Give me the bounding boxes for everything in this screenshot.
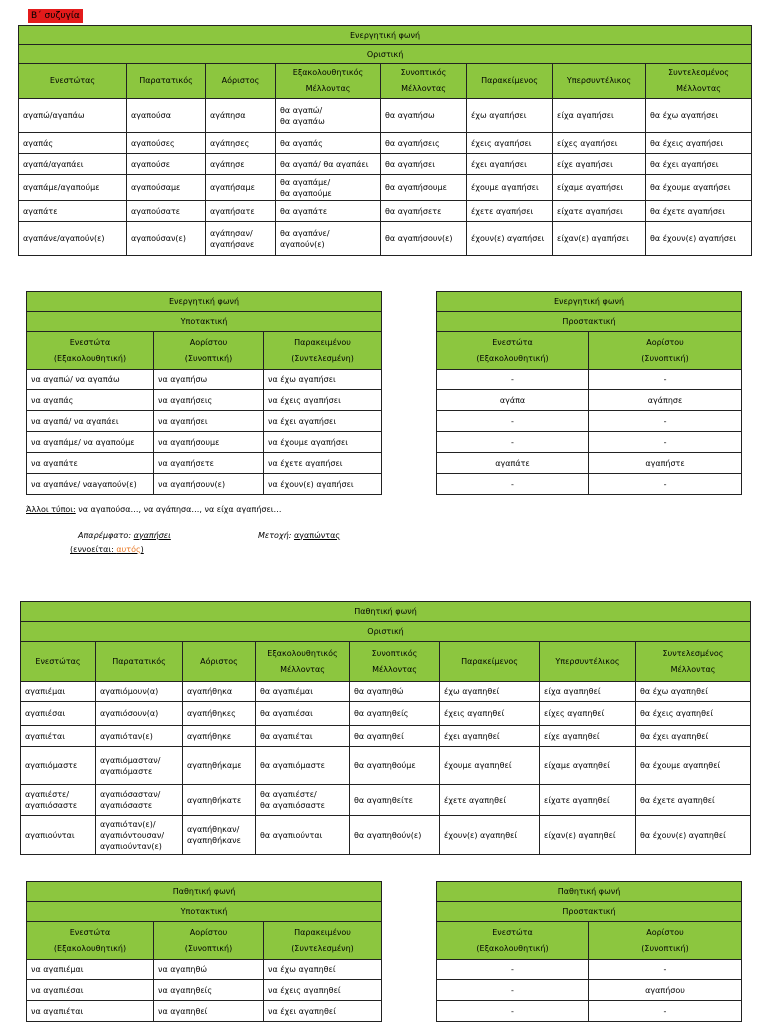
participle-value: αγαπώντας [293,531,341,540]
table-cell: να έχουμε αγαπήσει [264,432,382,453]
voice-title: Ενεργητική φωνή [437,292,742,312]
table-cell: έχουν(ε) αγαπηθεί [440,816,540,855]
table-cell: θα αγαπήσεις [381,133,467,154]
table-cell: - [589,411,742,432]
table-cell: θα αγαπηθώ [350,682,440,702]
table-cell: έχεις αγαπήσει [467,133,553,154]
table-cell: θα αγαπηθούν(ε) [350,816,440,855]
infinitive-note [78,531,171,540]
table-cell: να έχω αγαπήσει [264,370,382,390]
table-cell: θα έχω αγαπηθεί [636,682,751,702]
table-cell: θα έχεις αγαπήσει [646,133,752,154]
table-cell: θα αγαπάμε/ θα αγαπούμε [276,175,381,201]
column-header: Ενεστώτα (Εξακολουθητική) [437,922,589,960]
table-cell: αγαπηθήκατε [183,785,256,816]
table-cell: - [437,411,589,432]
implied-close: ) [140,545,144,554]
table-row [437,980,742,1001]
table-cell: έχω αγαπήσει [467,99,553,133]
voice-title: Ενεργητική φωνή [27,292,382,312]
table-row [21,682,751,702]
mood-title: Οριστική [21,622,751,642]
table-cell: αγαπάς [19,133,127,154]
table-cell: έχουμε αγαπηθεί [440,747,540,785]
table-cell: αγαπήθηκε [183,726,256,747]
table-cell: αγαπάνε/αγαπούν(ε) [19,222,127,256]
column-header: Παρακειμένου (Συντελεσμένη) [264,922,382,960]
table-cell: αγάπησαν/ αγαπήσανε [206,222,276,256]
table-cell: θα αγαπάς [276,133,381,154]
column-header: Αορίστου (Συνοπτική) [589,922,742,960]
table-cell: έχεις αγαπηθεί [440,702,540,726]
table-cell: θα έχετε αγαπηθεί [636,785,751,816]
table-cell: θα έχει αγαπηθεί [636,726,751,747]
table-cell: είχαμε αγαπήσει [553,175,646,201]
table-cell: είχατε αγαπηθεί [540,785,636,816]
table-row [437,960,742,980]
table-cell: να αγαπιέται [27,1001,154,1022]
table-cell: είχα αγαπηθεί [540,682,636,702]
column-header: Ενεστώτας [19,64,127,99]
column-header: Αορίστου (Συνοπτική) [154,332,264,370]
table-cell: αγαπηθήκαμε [183,747,256,785]
table-cell: να αγαπάμε/ να αγαπούμε [27,432,154,453]
table-cell: έχουμε αγαπήσει [467,175,553,201]
table-cell: είχαμε αγαπηθεί [540,747,636,785]
passive-subjunctive-table [26,881,382,1022]
column-header: Συνοπτικός Μέλλοντας [350,642,440,682]
table-cell: - [589,474,742,495]
column-header: Ενεστώτας [21,642,96,682]
column-header: Αορίστου (Συνοπτική) [154,922,264,960]
table-cell: θα αγαπήσω [381,99,467,133]
table-cell: αγαπιόσασταν/ αγαπιόσαστε [96,785,183,816]
table-cell: θα αγαπηθείτε [350,785,440,816]
table-cell: να αγαπήσουν(ε) [154,474,264,495]
table-row [437,370,742,390]
table-cell: έχει αγαπηθεί [440,726,540,747]
table-row [27,432,382,453]
table-cell: έχετε αγαπήσει [467,201,553,222]
table-row [21,726,751,747]
table-cell: - [589,960,742,980]
table-cell: αγαπάμε/αγαπούμε [19,175,127,201]
table-cell: να αγαπήσω [154,370,264,390]
table-cell: - [589,1001,742,1022]
table-row [27,453,382,474]
table-cell: είχες αγαπηθεί [540,702,636,726]
table-cell: έχουν(ε) αγαπήσει [467,222,553,256]
table-row [27,1001,382,1022]
table-cell: είχε αγαπηθεί [540,726,636,747]
table-cell: θα αγαπιούνται [256,816,350,855]
table-cell: θα αγαπηθούμε [350,747,440,785]
column-header: Ενεστώτα (Εξακολουθητική) [437,332,589,370]
mood-title: Προστακτική [437,902,742,922]
column-header: Συντελεσμένος Μέλλοντας [636,642,751,682]
column-header: Παρατατικός [96,642,183,682]
conjugation-tag: Β΄ συζυγία [28,9,83,23]
table-cell: αγαπιόταν(ε) [96,726,183,747]
active-imperative-table [436,291,742,495]
passive-imperative-table [436,881,742,1022]
table-cell: αγάπησες [206,133,276,154]
table-cell: αγαπιέμαι [21,682,96,702]
mood-title: Υποτακτική [27,312,382,332]
table-cell: θα αγαπιόμαστε [256,747,350,785]
table-cell: είχαν(ε) αγαπηθεί [540,816,636,855]
table-cell: αγάπα [437,390,589,411]
table-row [27,960,382,980]
table-cell: αγαπήθηκαν/ αγαπηθήκανε [183,816,256,855]
table-row [437,474,742,495]
table-cell: έχει αγαπήσει [467,154,553,175]
table-cell: θα αγαπήσετε [381,201,467,222]
other-forms-text: να αγαπούσα…, να αγάπησα…, να είχα αγαπήσει… [75,505,282,514]
table-cell: αγαπήσου [589,980,742,1001]
column-header: Ενεστώτα (Εξακολουθητική) [27,332,154,370]
column-header: Παρακειμένου (Συντελεσμένη) [264,332,382,370]
table-cell: θα αγαπήσουν(ε) [381,222,467,256]
table-cell: θα αγαπάνε/ αγαπούν(ε) [276,222,381,256]
table-cell: αγαπιέσαι [21,702,96,726]
table-row [19,154,752,175]
table-cell: θα αγαπιέσαι [256,702,350,726]
table-cell: να αγαπηθείς [154,980,264,1001]
table-cell: θα έχουμε αγαπηθεί [636,747,751,785]
table-cell: - [437,432,589,453]
table-cell: να αγαπάς [27,390,154,411]
table-row [27,370,382,390]
table-cell: αγαπήθηκες [183,702,256,726]
table-cell: θα έχουν(ε) αγαπηθεί [636,816,751,855]
table-cell: θα αγαπιέμαι [256,682,350,702]
table-cell: - [437,370,589,390]
table-cell: - [437,1001,589,1022]
table-cell: θα έχουμε αγαπήσει [646,175,752,201]
table-cell: θα έχουν(ε) αγαπήσει [646,222,752,256]
participle-label: Μετοχή: [258,531,294,540]
table-cell: είχες αγαπήσει [553,133,646,154]
table-cell: θα έχεις αγαπηθεί [636,702,751,726]
other-forms-note [26,505,282,514]
table-cell: να αγαπάτε [27,453,154,474]
table-cell: θα αγαπώ/ θα αγαπάω [276,99,381,133]
table-cell: αγάπησε [206,154,276,175]
table-cell: θα αγαπά/ θα αγαπάει [276,154,381,175]
table-cell: να αγαπήσεις [154,390,264,411]
table-cell: είχε αγαπήσει [553,154,646,175]
column-header: Συντελεσμένος Μέλλοντας [646,64,752,99]
table-row [21,816,751,855]
table-cell: αγαπιόμαστε [21,747,96,785]
mood-title: Υποτακτική [27,902,382,922]
table-cell: να έχετε αγαπήσει [264,453,382,474]
table-row [27,411,382,432]
table-cell: να αγαπιέσαι [27,980,154,1001]
voice-title: Παθητική φωνή [27,882,382,902]
table-cell: να έχει αγαπηθεί [264,1001,382,1022]
table-cell: θα αγαπηθείς [350,702,440,726]
table-row [21,785,751,816]
table-cell: να αγαπάνε/ ναaγαπούν(ε) [27,474,154,495]
table-cell: θα αγαπάτε [276,201,381,222]
table-cell: να έχω αγαπηθεί [264,960,382,980]
table-row [27,980,382,1001]
table-cell: να αγαπηθώ [154,960,264,980]
table-cell: - [437,474,589,495]
table-cell: αγαπιέστε/ αγαπιόσαστε [21,785,96,816]
table-row [437,390,742,411]
table-cell: να αγαπώ/ να αγαπάω [27,370,154,390]
table-cell: αγαπάτε [437,453,589,474]
table-cell: θα αγαπιέστε/ θα αγαπιόσαστε [256,785,350,816]
table-cell: είχαν(ε) αγαπήσει [553,222,646,256]
column-header: Αορίστου (Συνοπτική) [589,332,742,370]
active-subjunctive-table [26,291,382,495]
column-header: Ενεστώτα (Εξακολουθητική) [27,922,154,960]
table-cell: αγαπούσαμε [127,175,206,201]
mood-title: Οριστική [19,45,752,64]
column-header: Παρακείμενος [440,642,540,682]
implied-subject-value: αυτός [116,545,141,554]
table-cell: αγαπάτε [19,201,127,222]
participle-note [258,531,340,540]
table-cell: αγαπούσες [127,133,206,154]
voice-title: Παθητική φωνή [437,882,742,902]
table-cell: αγαπιέται [21,726,96,747]
passive-indicative-table [20,601,751,855]
table-cell: να έχουν(ε) αγαπήσει [264,474,382,495]
table-cell: να έχεις αγαπήσει [264,390,382,411]
table-row [19,222,752,256]
table-row [437,432,742,453]
table-cell: να αγαπήσετε [154,453,264,474]
table-cell: αγαπιόταν(ε)/ αγαπιόντουσαν/ αγαπιούνταν(ε) [96,816,183,855]
table-cell: να αγαπήσουμε [154,432,264,453]
table-row [437,1001,742,1022]
table-row [437,411,742,432]
column-header: Υπερσυντέλικος [553,64,646,99]
column-header: Αόριστος [183,642,256,682]
table-cell: αγάπησε [589,390,742,411]
table-cell: να αγαπιέμαι [27,960,154,980]
table-cell: θα έχει αγαπήσει [646,154,752,175]
table-cell: θα έχω αγαπήσει [646,99,752,133]
table-cell: αγαπήθηκα [183,682,256,702]
table-cell: αγαπώ/αγαπάω [19,99,127,133]
table-cell: αγαπιόμουν(α) [96,682,183,702]
table-cell: να έχεις αγαπηθεί [264,980,382,1001]
table-row [21,702,751,726]
table-cell: - [437,980,589,1001]
active-indicative-table [18,25,752,256]
infinitive-value: αγαπήσει [133,531,171,540]
table-cell: αγαπούσαν(ε) [127,222,206,256]
column-header: Συνοπτικός Μέλλοντας [381,64,467,99]
table-cell: είχατε αγαπήσει [553,201,646,222]
table-cell: θα αγαπηθεί [350,726,440,747]
voice-title: Παθητική φωνή [21,602,751,622]
table-row [19,133,752,154]
table-cell: αγαπούσε [127,154,206,175]
table-cell: αγάπησα [206,99,276,133]
column-header: Εξακολουθητικός Μέλλοντας [256,642,350,682]
mood-title: Προστακτική [437,312,742,332]
table-row [19,201,752,222]
table-cell: αγαπά/αγαπάει [19,154,127,175]
table-cell: - [437,960,589,980]
table-cell: αγαπήσατε [206,201,276,222]
implied-subject-note [70,545,144,554]
table-row [27,390,382,411]
table-cell: έχετε αγαπηθεί [440,785,540,816]
column-header: Υπερσυντέλικος [540,642,636,682]
infinitive-label: Απαρέμφατο: [78,531,134,540]
table-row [27,474,382,495]
table-cell: έχω αγαπηθεί [440,682,540,702]
table-cell: αγαπιούνται [21,816,96,855]
table-cell: αγαπήσαμε [206,175,276,201]
table-cell: να έχει αγαπήσει [264,411,382,432]
table-cell: αγαπούσα [127,99,206,133]
other-forms-label: Άλλοι τύποι: [26,505,76,514]
table-row [437,453,742,474]
table-cell: θα αγαπήσει [381,154,467,175]
table-cell: - [589,370,742,390]
table-cell: αγαπούσατε [127,201,206,222]
voice-title: Ενεργητική φωνή [19,26,752,45]
table-cell: θα αγαπήσουμε [381,175,467,201]
table-cell: - [589,432,742,453]
table-row [19,175,752,201]
column-header: Παρακείμενος [467,64,553,99]
table-cell: αγαπήστε [589,453,742,474]
column-header: Παρατατικός [127,64,206,99]
table-cell: θα έχετε αγαπήσει [646,201,752,222]
table-row [21,747,751,785]
table-cell: να αγαπηθεί [154,1001,264,1022]
table-cell: να αγαπά/ να αγαπάει [27,411,154,432]
column-header: Αόριστος [206,64,276,99]
table-cell: θα αγαπιέται [256,726,350,747]
table-cell: αγαπιόσουν(α) [96,702,183,726]
table-cell: να αγαπήσει [154,411,264,432]
column-header: Εξακολουθητικός Μέλλοντας [276,64,381,99]
table-cell: αγαπιόμασταν/ αγαπιόμαστε [96,747,183,785]
table-row [19,99,752,133]
table-cell: είχα αγαπήσει [553,99,646,133]
implied-open: (εννοείται: [70,545,117,554]
